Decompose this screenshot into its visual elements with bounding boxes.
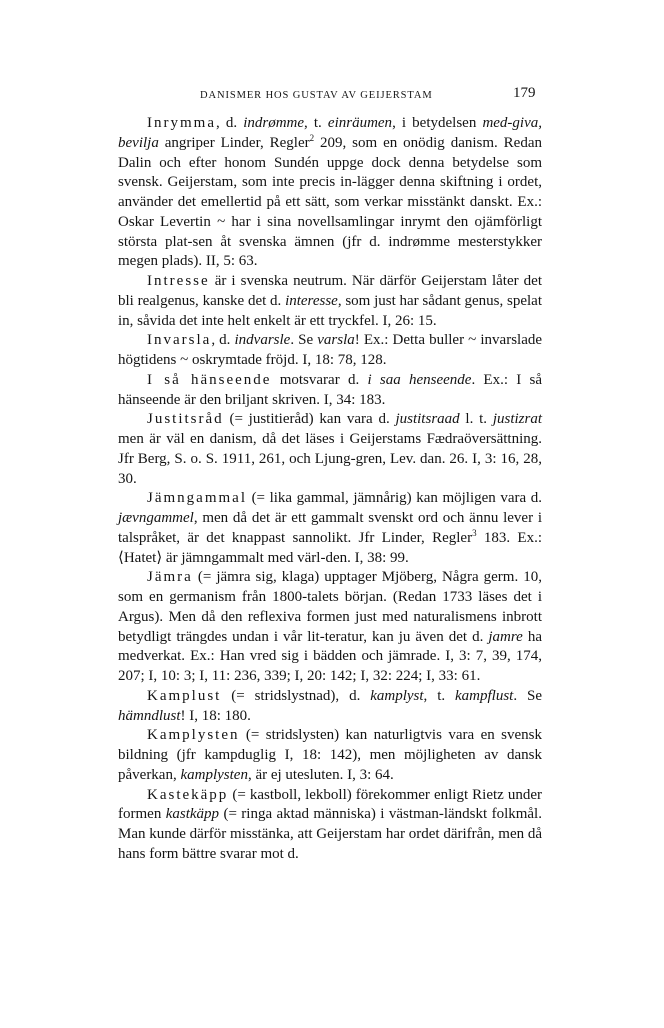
entry-text: , d. xyxy=(215,115,244,131)
entry-text: motsvarar d. xyxy=(271,371,368,388)
italic-term: interesse xyxy=(285,292,338,309)
entry-text: , som just har sådant genus, spelat in, såvida det inte helt enkelt är ett tryckfel. I, 26: 15. xyxy=(118,292,542,329)
italic-term: varsla xyxy=(317,332,355,349)
entry-text: ! Ex.: Detta buller ~ invarslade högtidens ~ oskrymtade fröjd. I, 18: 78, 128. xyxy=(118,332,543,368)
dictionary-entry xyxy=(118,489,542,568)
entry-text: (= lika gammal, jämnårig) kan möjligen vara d. xyxy=(246,490,542,507)
entry-text: . Ex.: I så hänseende är den briljant skriven. I, 34: 183. xyxy=(118,371,543,408)
footnote-superscript: 2 xyxy=(309,132,315,143)
dictionary-entry xyxy=(118,410,542,489)
italic-term: med-giva, bevilja xyxy=(118,115,542,151)
entry-text: (= justitieråd) kan vara d. xyxy=(223,411,396,428)
italic-term: indvarsle xyxy=(234,332,291,349)
entry-text: 209, som en onödig danism. Redan Dalin och efter honom Sundén uppge dock denna betydelse som svensk. Geijerstam, som inte precis in-lägger denna skiftning i ordet, använder det emellertid på ett sätt, som verkar misstänkt danskt. Ex.: Oskar Levertin ~ har i sina novellsamlingar inrymt den ojämförligt största plat-sen åt svenska ämnen (jfr d. indrømme mesterstykker megen plads). II, 5: 63. xyxy=(118,134,543,270)
italic-term: kamplysten xyxy=(180,766,248,783)
italic-term: kamplyst xyxy=(370,687,424,704)
italic-term: indrømme xyxy=(243,115,305,131)
entry-text: , t. xyxy=(423,687,456,704)
entry-text: . Se xyxy=(513,687,543,704)
entry-headword: Justitsråd xyxy=(147,411,224,428)
italic-term: einräumen xyxy=(327,115,393,131)
entry-headword: Intresse xyxy=(147,273,210,289)
running-title: DANISMER HOS GUSTAV AV GEIJERSTAM xyxy=(200,90,433,101)
entry-text: l. t. xyxy=(459,411,493,428)
entry-text: (= stridslysten) kan naturligtvis vara en svensk bildning (jfr kampduglig I, 18: 142), men möjligheten av dansk påverkan, xyxy=(118,727,542,783)
footnote-superscript: 3 xyxy=(472,527,477,538)
dictionary-entry xyxy=(118,114,542,272)
entry-text: , t. xyxy=(304,115,328,131)
entry-text: är i svenska neutrum. När därför Geijerstam låter det bli realgenus, kanske det d. xyxy=(118,273,542,309)
dictionary-entries xyxy=(118,114,542,865)
entry-text: , men då det är ett gammalt svenskt ord och ännu lever i talspråket, är det knappast sannolikt. Jfr Linder, Regler xyxy=(118,510,542,546)
entry-text: , är ej utesluten. I, 3: 64. xyxy=(247,766,394,783)
entry-text: (= jämra sig, klaga) upptager Mjöberg, Några germ. 10, som en germanism från 1800-talets början. (Redan 1733 läses det i Argus). Men då den reflexiva formen just med naturalismens inbrott betydligt trängdes undan i vår lit-teratur, kan ju även det d. xyxy=(118,569,542,645)
italic-term: kastkäpp xyxy=(165,806,220,823)
dictionary-entry xyxy=(118,786,542,865)
italic-term: jamre xyxy=(488,628,523,645)
dictionary-entry xyxy=(118,371,542,411)
entry-text: , d. xyxy=(211,332,235,349)
entry-headword: Kamplysten xyxy=(147,727,240,744)
entry-text: (= stridslystnad), d. xyxy=(221,687,371,704)
entry-text: 183. Ex.: ⟨Hatet⟩ är jämngammalt med värl-den. I, 38: 99. xyxy=(118,529,542,566)
entry-text: ha medverkat. Ex.: Han vred sig i bädden och jämrade. I, 3: 7, 39, 174, 207; I, 10: 3; I, 11: 236, 339; I, 20: 142; I, 32: 224; I, 33: 61. xyxy=(118,628,542,684)
italic-term: hämndlust xyxy=(118,707,181,724)
page-number: 179 xyxy=(513,85,536,101)
entry-text: (= kastboll, lekboll) förekommer enligt Rietz under formen xyxy=(118,786,542,823)
dictionary-entry xyxy=(118,272,542,331)
entry-headword: Kamplust xyxy=(147,687,222,704)
italic-term: justitsraad xyxy=(395,411,460,428)
entry-headword: Invarsla xyxy=(147,332,212,349)
dictionary-entry xyxy=(118,687,542,727)
dictionary-entry xyxy=(118,331,542,371)
entry-text: . Se xyxy=(290,332,318,349)
entry-headword: Kastekäpp xyxy=(147,786,229,803)
dictionary-entry xyxy=(118,726,542,785)
entry-headword: I så hänseende xyxy=(147,371,272,388)
dictionary-entry xyxy=(118,568,542,687)
entry-headword: Inrymma xyxy=(147,115,216,131)
entry-text: , i betydelsen xyxy=(392,115,483,131)
entry-text: ! I, 18: 180. xyxy=(180,707,251,724)
entry-text: men är väl en danism, då det läses i Geijerstams Fædraöversättning. Jfr Berg, S. o. S. 1911, 261, och Ljung-gren, Lev. dan. 26. I, 3: 16, 28, 30. xyxy=(118,431,542,487)
entry-headword: Jämngammal xyxy=(147,490,247,507)
italic-term: i saa henseende xyxy=(367,371,472,388)
entry-headword: Jämra xyxy=(147,569,193,586)
entry-text: (= ringa aktad människa) i västman-ländskt folkmål. Man kunde därför misstänka, att Geijerstam har ordet därifrån, men då hans form bättre svarar mot d. xyxy=(118,806,543,862)
entry-text: angriper Linder, Regler xyxy=(158,134,310,151)
italic-term: kampflust xyxy=(455,687,514,704)
italic-term: justizrat xyxy=(492,411,542,428)
italic-term: jævngammel xyxy=(118,510,194,526)
